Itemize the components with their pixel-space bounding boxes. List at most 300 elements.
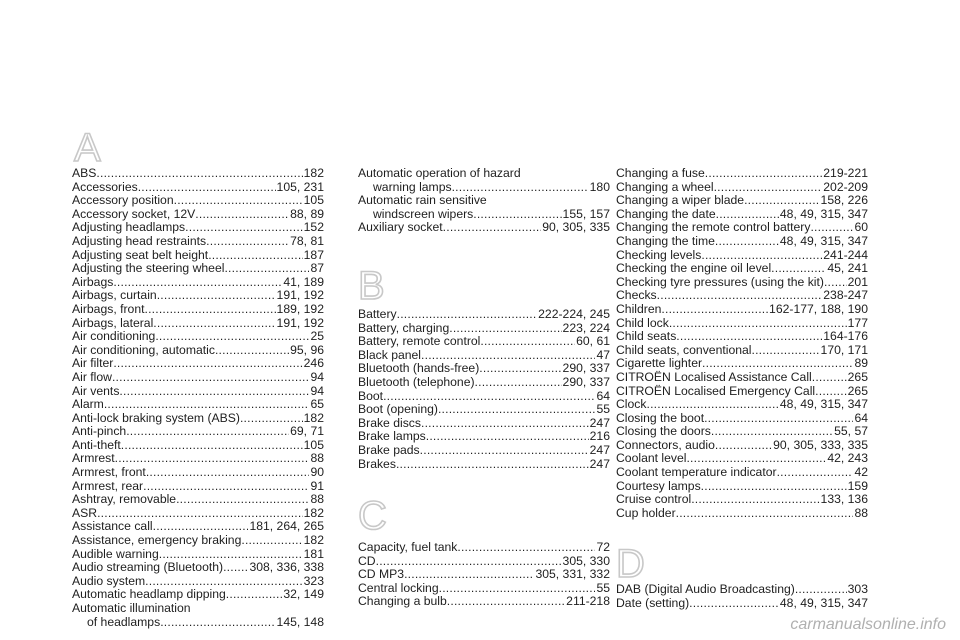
- dot-leader: [126, 425, 289, 439]
- index-entry: [616, 412, 868, 426]
- dot-leader: [208, 249, 302, 263]
- index-entry: [358, 582, 610, 596]
- index-entry: [616, 398, 868, 412]
- index-entry: [72, 289, 324, 303]
- dot-leader: [376, 555, 562, 569]
- dot-leader: [480, 335, 575, 349]
- index-entry-label: Alarm: [72, 397, 104, 412]
- index-group-c: [358, 541, 610, 609]
- index-entry: [72, 507, 324, 521]
- index-entry-pages: 246: [303, 356, 324, 371]
- dot-leader: [226, 588, 283, 602]
- dot-leader: [153, 520, 249, 534]
- index-entry-pages: 105: [303, 193, 324, 208]
- dot-leader: [705, 167, 823, 181]
- index-entry-pages: 55: [596, 580, 610, 595]
- dot-leader: [396, 458, 589, 472]
- index-entry: [72, 616, 324, 630]
- index-entry: [616, 235, 868, 249]
- index-entry-pages: 158, 226: [820, 193, 868, 208]
- dot-leader: [714, 181, 823, 195]
- index-entry: [358, 376, 610, 390]
- index-entry: [616, 425, 868, 439]
- section-letter-d: D: [616, 542, 645, 586]
- index-entry-label: Battery, remote control: [358, 334, 481, 349]
- index-entry-pages: 94: [310, 383, 324, 398]
- index-entry: [616, 262, 868, 276]
- dot-leader: [426, 430, 589, 444]
- index-entry-label: Anti-lock braking system (ABS): [72, 410, 240, 425]
- index-entry-label: Changing the time: [616, 233, 715, 248]
- index-entry-pages: 216: [589, 429, 610, 444]
- index-entry-pages: 181: [303, 546, 324, 561]
- index-entry: [72, 385, 324, 399]
- index-entry: [358, 555, 610, 569]
- dot-leader: [657, 289, 823, 303]
- dot-leader: [457, 541, 595, 555]
- dot-leader: [447, 595, 565, 609]
- dot-leader: [146, 466, 310, 480]
- index-entry-pages: 223, 224: [562, 320, 610, 335]
- index-entry: [358, 221, 610, 235]
- index-entry-pages: 238-247: [823, 288, 868, 303]
- index-entry-label: Adjusting the steering wheel: [72, 261, 225, 276]
- dot-leader: [240, 412, 303, 426]
- index-entry: [358, 403, 610, 417]
- dot-leader: [383, 390, 595, 404]
- index-entry-pages: 290, 337: [562, 374, 610, 389]
- index-entry: [616, 439, 868, 453]
- dot-leader: [420, 444, 589, 458]
- dot-leader: [224, 262, 309, 276]
- index-entry-pages: 42, 243: [827, 451, 868, 466]
- dot-leader: [113, 357, 302, 371]
- dot-leader: [215, 344, 289, 358]
- index-entry-pages: 189, 192: [276, 301, 324, 316]
- index-entry: [616, 452, 868, 466]
- dot-leader: [155, 330, 309, 344]
- index-entry: [616, 583, 868, 597]
- dot-leader: [795, 583, 847, 597]
- index-entry-label: Capacity, fuel tank: [358, 540, 458, 554]
- index-entry: [616, 208, 868, 222]
- dot-leader: [812, 371, 847, 385]
- index-entry-pages: 90: [310, 465, 324, 480]
- section-letter-c: C: [358, 494, 387, 538]
- index-entry-label: Auxiliary socket: [358, 220, 443, 235]
- index-entry-pages: 72: [596, 540, 610, 554]
- dot-leader: [689, 597, 779, 611]
- dot-leader: [752, 344, 820, 358]
- index-entry-label: Changing a wheel: [616, 179, 714, 194]
- index-entry-pages: 305, 331, 332: [535, 567, 610, 582]
- index-entry: [72, 194, 324, 208]
- index-entry-label: Automatic operation of hazard: [358, 166, 521, 180]
- index-entry-label: Cup holder: [616, 505, 676, 520]
- index-entry-pages: 187: [303, 247, 324, 262]
- index-entry-pages: 180: [589, 179, 610, 194]
- index-entry-label: Airbags, curtain: [72, 288, 157, 303]
- index-entry-label: Closing the doors: [616, 424, 711, 439]
- index-entry: [72, 357, 324, 371]
- dot-leader: [452, 181, 589, 195]
- dot-leader: [421, 417, 589, 431]
- index-entry-label: Checks: [616, 288, 657, 303]
- index-entry: [72, 520, 324, 534]
- dot-leader: [646, 398, 778, 412]
- index-entry: [72, 371, 324, 385]
- index-entry-pages: 308, 336, 338: [249, 560, 324, 575]
- index-entry: [616, 289, 868, 303]
- dot-leader: [397, 308, 538, 322]
- dot-leader: [771, 262, 826, 276]
- dot-leader: [159, 548, 303, 562]
- dot-leader: [715, 439, 772, 453]
- index-entry-label: Brake lamps: [358, 429, 426, 444]
- index-entry-label: Armrest, rear: [72, 478, 144, 493]
- dot-leader: [121, 439, 303, 453]
- index-entry-pages: 241-244: [823, 247, 868, 262]
- index-entry: [358, 362, 610, 376]
- index-entry: [616, 194, 868, 208]
- dot-leader: [143, 480, 309, 494]
- index-entry-label: Anti-pinch: [72, 424, 127, 439]
- dot-leader: [744, 194, 819, 208]
- index-entry-pages: 55: [596, 402, 610, 417]
- index-entry-label: Cigarette lighter: [616, 356, 703, 371]
- index-entry: [72, 493, 324, 507]
- index-entry-label: Bluetooth (telephone): [358, 374, 475, 389]
- index-entry: [616, 330, 868, 344]
- dot-leader: [669, 317, 847, 331]
- index-entry-label: CITROËN Localised Emergency Call: [616, 383, 816, 398]
- index-entry: [72, 181, 324, 195]
- index-entry-label: Accessory position: [72, 193, 174, 208]
- index-entry-label: Changing a bulb: [358, 594, 447, 609]
- index-entry-pages: 290, 337: [562, 361, 610, 376]
- index-entry-pages: 201: [847, 274, 868, 289]
- index-entry: [72, 602, 324, 616]
- index-entry-label: Battery: [358, 307, 397, 321]
- index-entry-pages: 87: [310, 261, 324, 276]
- index-entry-label: Ashtray, removable: [72, 492, 177, 507]
- index-entry: [616, 597, 868, 611]
- index-entry-label: Changing a wiper blade: [616, 193, 745, 208]
- watermark-text: carmanualsonline.info: [790, 616, 946, 633]
- index-entry: [72, 317, 324, 331]
- index-entry-pages: 89: [854, 356, 868, 371]
- index-entry-pages: 182: [303, 166, 324, 180]
- index-entry-pages: 247: [589, 456, 610, 471]
- index-entry-pages: 48, 49, 315, 347: [779, 595, 868, 610]
- index-entry-pages: 48, 49, 315, 347: [779, 397, 868, 412]
- index-column-1: [72, 167, 324, 629]
- index-entry-label: Coolant level: [616, 451, 687, 466]
- index-entry: [616, 357, 868, 371]
- dot-leader: [824, 276, 847, 290]
- dot-leader: [96, 167, 302, 181]
- index-entry-label: Cruise control: [616, 492, 692, 507]
- index-entry: [616, 276, 868, 290]
- index-entry: [72, 330, 324, 344]
- index-entry-pages: 90, 305, 335: [542, 220, 610, 235]
- index-entry-label: Checking tyre pressures (using the kit): [616, 274, 824, 289]
- dot-leader: [119, 385, 309, 399]
- index-entry: [616, 385, 868, 399]
- index-entry-pages: 60: [854, 220, 868, 235]
- index-entry-pages: 32, 149: [283, 587, 324, 602]
- index-entry: [358, 568, 610, 582]
- index-entry-pages: 78, 81: [290, 233, 324, 248]
- index-entry: [358, 390, 610, 404]
- index-entry-pages: 105: [303, 437, 324, 452]
- dot-leader: [449, 322, 561, 336]
- index-entry-label: Airbags, front: [72, 301, 145, 316]
- dot-leader: [815, 385, 847, 399]
- index-entry: [358, 167, 610, 181]
- section-letter-b: B: [358, 264, 385, 308]
- dot-leader: [153, 317, 275, 331]
- dot-leader: [711, 425, 833, 439]
- index-entry-label: Air filter: [72, 356, 114, 371]
- dot-leader: [223, 561, 248, 575]
- index-entry-pages: 181, 264, 265: [249, 519, 324, 534]
- index-entry-pages: 48, 49, 315, 347: [779, 206, 868, 221]
- index-entry-label: Air vents: [72, 383, 120, 398]
- index-entry-label: Brake discs: [358, 415, 421, 430]
- index-entry: [358, 541, 610, 555]
- index-entry-label: CD MP3: [358, 567, 405, 582]
- dot-leader: [174, 194, 303, 208]
- index-entry-label: Bluetooth (hands-free): [358, 361, 480, 376]
- index-entry: [616, 317, 868, 331]
- dot-leader: [475, 376, 562, 390]
- dot-leader: [676, 330, 822, 344]
- index-entry: [616, 221, 868, 235]
- index-entry: [616, 480, 868, 494]
- index-entry-label: Connectors, audio: [616, 437, 715, 452]
- index-entry-pages: 170, 171: [820, 342, 868, 357]
- index-entry-label: Battery, charging: [358, 320, 450, 335]
- index-entry-pages: 41, 189: [283, 274, 324, 289]
- index-entry-pages: 145, 148: [276, 614, 324, 629]
- index-entry-pages: 64: [596, 388, 610, 403]
- index-entry-label: Assistance, emergency braking: [72, 533, 242, 548]
- index-entry-label: Changing the remote control battery: [616, 220, 811, 235]
- index-entry-label: Airbags: [72, 274, 114, 289]
- dot-leader: [176, 493, 309, 507]
- index-entry-pages: 247: [589, 415, 610, 430]
- index-entry-pages: 182: [303, 505, 324, 520]
- index-entry: [72, 480, 324, 494]
- index-entry: [72, 412, 324, 426]
- index-entry-pages: 177: [847, 315, 868, 330]
- index-entry-label: Child seats, conventional: [616, 342, 752, 357]
- dot-leader: [777, 466, 854, 480]
- index-entry-label: Accessories: [72, 179, 138, 194]
- index-entry: [72, 398, 324, 412]
- index-entry: [358, 322, 610, 336]
- index-entry: [72, 548, 324, 562]
- index-entry-pages: 25: [310, 329, 324, 344]
- index-entry-label: Child lock: [616, 315, 669, 330]
- index-entry-pages: 95, 96: [290, 342, 324, 357]
- index-entry: [358, 444, 610, 458]
- index-entry: [358, 458, 610, 472]
- index-entry-label: Boot: [358, 388, 384, 403]
- index-entry-pages: 47: [596, 347, 610, 362]
- index-entry: [358, 308, 610, 322]
- index-entry-pages: 222-224, 245: [538, 307, 610, 321]
- dot-leader: [115, 452, 310, 466]
- index-entry-pages: 88, 89: [290, 206, 324, 221]
- dot-leader: [704, 412, 853, 426]
- index-entry-label: Checking levels: [616, 247, 702, 262]
- index-group-c-continued: [616, 167, 868, 520]
- dot-leader: [421, 349, 595, 363]
- index-entry-pages: 64: [854, 410, 868, 425]
- index-entry-pages: 303: [847, 582, 868, 596]
- dot-leader: [676, 507, 854, 521]
- index-entry: [616, 249, 868, 263]
- index-entry-label: Adjusting head restraints: [72, 233, 207, 248]
- index-entry-label: Courtesy lamps: [616, 478, 701, 493]
- index-entry-pages: 65: [310, 397, 324, 412]
- index-entry-label: Clock: [616, 397, 647, 412]
- index-entry-pages: 155, 157: [562, 206, 610, 221]
- index-entry: [72, 534, 324, 548]
- index-entry-label: Closing the boot: [616, 410, 705, 425]
- index-entry-pages: 94: [310, 369, 324, 384]
- index-entry: [358, 595, 610, 609]
- index-entry-label: Central locking: [358, 580, 439, 595]
- index-entry-pages: 60, 61: [576, 334, 610, 349]
- index-entry: [72, 588, 324, 602]
- index-entry-label: Air flow: [72, 369, 112, 384]
- index-entry-pages: 265: [847, 383, 868, 398]
- index-entry: [616, 507, 868, 521]
- index-column-3: [616, 166, 868, 610]
- index-entry: [616, 493, 868, 507]
- index-entry-label: Black panel: [358, 347, 422, 362]
- index-entry: [72, 167, 324, 181]
- index-entry-label: Adjusting headlamps: [72, 220, 186, 235]
- index-entry-pages: 88: [310, 451, 324, 466]
- index-entry-pages: 88: [854, 505, 868, 520]
- dot-leader: [241, 534, 302, 548]
- index-group-a-continued: [358, 167, 610, 235]
- index-entry: [616, 344, 868, 358]
- index-entry-pages: 42: [854, 465, 868, 480]
- index-entry-label: Children: [616, 301, 662, 316]
- dot-leader: [185, 221, 303, 235]
- index-entry-pages: 45, 241: [827, 261, 868, 276]
- dot-leader: [810, 221, 853, 235]
- index-entry: [72, 561, 324, 575]
- index-entry: [616, 371, 868, 385]
- index-entry-label: Changing the date: [616, 206, 716, 221]
- index-entry-pages: 265: [847, 369, 868, 384]
- index-entry-label: ASR: [72, 505, 98, 520]
- index-entry: [72, 344, 324, 358]
- index-entry-label: Audible warning: [72, 546, 159, 561]
- index-entry-label: Audio system: [72, 573, 146, 588]
- index-entry-label: ABS: [72, 166, 97, 180]
- index-entry: [358, 349, 610, 363]
- dot-leader: [443, 221, 542, 235]
- index-entry-pages: 211-218: [566, 594, 610, 609]
- dot-leader: [157, 289, 276, 303]
- dot-leader: [104, 398, 310, 412]
- dot-leader: [715, 235, 779, 249]
- index-entry: [72, 249, 324, 263]
- index-entry-label: Automatic headlamp dipping: [72, 587, 226, 602]
- index-entry-label: Brake pads: [358, 442, 420, 457]
- index-entry: [616, 167, 868, 181]
- index-entry-label: Armrest: [72, 451, 115, 466]
- index-entry: [72, 221, 324, 235]
- dot-leader: [97, 507, 303, 521]
- index-entry-pages: 133, 136: [820, 492, 868, 507]
- index-entry-label: Armrest, front: [72, 465, 146, 480]
- index-group-b: [358, 308, 610, 471]
- dot-leader: [701, 249, 822, 263]
- dot-leader: [716, 208, 779, 222]
- index-entry: [616, 466, 868, 480]
- index-entry: [358, 208, 610, 222]
- index-entry-pages: 162-177, 188, 190: [769, 301, 868, 316]
- index-entry: [72, 425, 324, 439]
- index-entry-label: Child seats: [616, 329, 677, 344]
- index-entry-label: windscreen wipers: [373, 206, 474, 221]
- index-group-d: [616, 583, 868, 610]
- index-column-2: [358, 166, 610, 609]
- dot-leader: [473, 208, 561, 222]
- index-entry-pages: 305, 330: [562, 553, 610, 568]
- index-entry: [72, 452, 324, 466]
- index-entry-label: Changing a fuse: [616, 166, 705, 180]
- index-entry: [358, 335, 610, 349]
- index-entry-label: Audio streaming (Bluetooth): [72, 560, 224, 575]
- index-entry-label: Date (setting): [616, 595, 690, 610]
- dot-leader: [195, 208, 289, 222]
- index-entry-pages: 105, 231: [276, 179, 324, 194]
- index-entry-label: Boot (opening): [358, 402, 438, 417]
- index-entry-label: Automatic illumination: [72, 601, 191, 615]
- section-letter-a: A: [74, 126, 101, 170]
- index-entry: [616, 181, 868, 195]
- dot-leader: [206, 235, 289, 249]
- index-entry-label: Checking the engine oil level: [616, 261, 772, 276]
- dot-leader: [113, 276, 282, 290]
- dot-leader: [661, 303, 768, 317]
- dot-leader: [691, 493, 819, 507]
- index-entry-label: Airbags, lateral: [72, 315, 154, 330]
- index-entry-label: of headlamps: [87, 614, 161, 629]
- dot-leader: [145, 575, 303, 589]
- index-entry-label: Coolant temperature indicator: [616, 465, 777, 480]
- index-entry-pages: 164-176: [823, 329, 868, 344]
- index-entry-label: Air conditioning: [72, 329, 156, 344]
- dot-leader: [144, 303, 275, 317]
- index-entry-label: Automatic rain sensitive: [358, 193, 487, 208]
- index-entry-pages: 247: [589, 442, 610, 457]
- index-entry-pages: 152: [303, 220, 324, 235]
- dot-leader: [160, 616, 275, 630]
- dot-leader: [479, 362, 561, 376]
- index-entry-pages: 182: [303, 533, 324, 548]
- dot-leader: [438, 403, 595, 417]
